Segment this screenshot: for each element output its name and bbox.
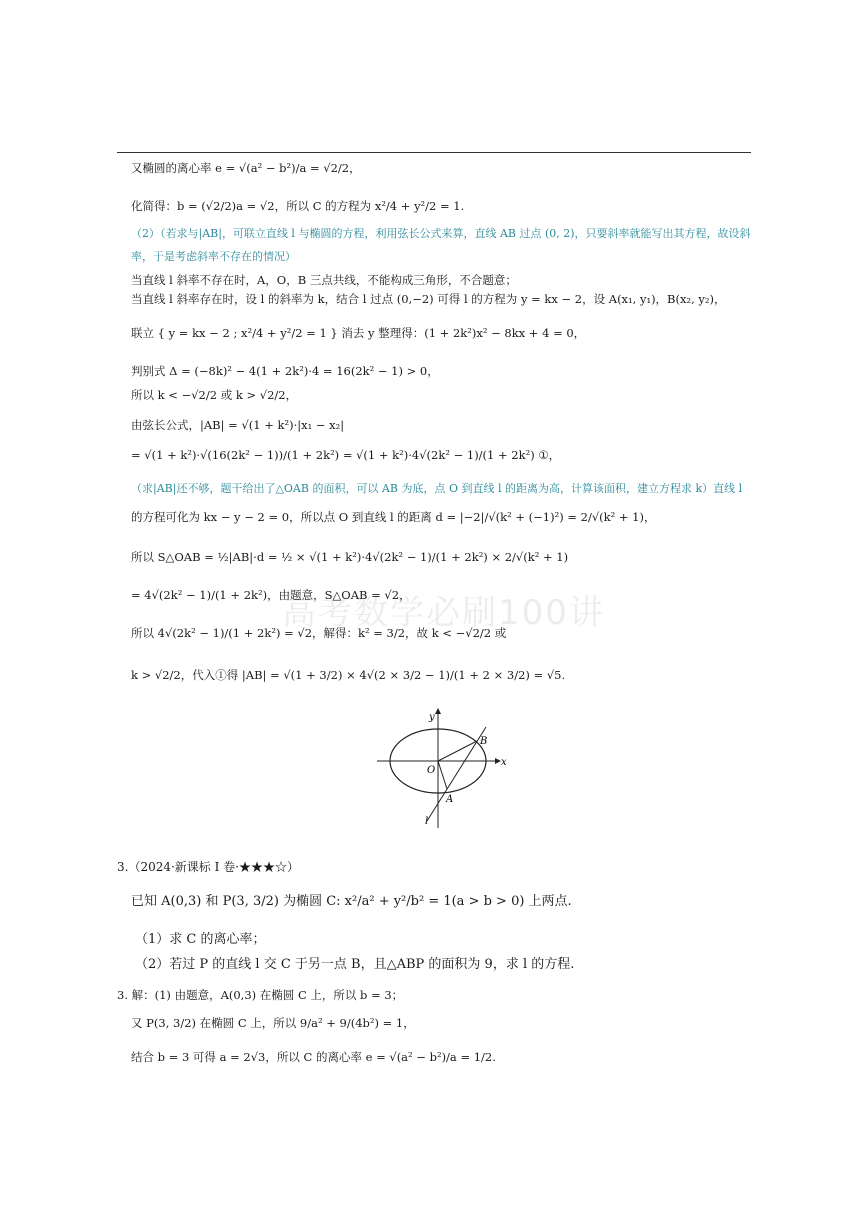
solution-line: 联立 { y = kx − 2 ; x²/4 + y²/2 = 1 } 消去 y 整理得：(1 + 2k²)x² − 8kx + 4 = 0， bbox=[131, 326, 586, 340]
solution-note: 率，于是考虑斜率不存在的情况） bbox=[131, 250, 296, 263]
solution-line: k > √2/2，代入①得 |AB| = √(1 + 3/2) × 4√(2 × 3/2 − 1)/(1 + 2 × 3/2) = √5. bbox=[131, 668, 566, 682]
solution-line: 当直线 l 斜率存在时，设 l 的斜率为 k，结合 l 过点 (0,−2) 可得 l 的方程为 y = kx − 2，设 A(x₁, y₁)，B(x₂, y₂)， bbox=[131, 292, 726, 306]
y-label: y bbox=[429, 712, 435, 723]
problem-question-2: （2）若过 P 的直线 l 交 C 于另一点 B，且△ABP 的面积为 9，求 l 的方程. bbox=[135, 957, 575, 972]
solution-line: 由弦长公式，|AB| = √(1 + k²)·|x₁ − x₂| bbox=[131, 418, 345, 432]
solution-line: 又椭圆的离心率 e = √(a² − b²)/a = √2/2， bbox=[131, 161, 361, 175]
solution-line: 判别式 Δ = (−8k)² − 4(1 + 2k²)·4 = 16(2k² − 1) > 0， bbox=[131, 364, 439, 378]
line-l-label: l bbox=[425, 816, 429, 827]
solution-line: = 4√(2k² − 1)/(1 + 2k²)，由题意，S△OAB = √2， bbox=[131, 588, 411, 602]
x-label: x bbox=[501, 757, 507, 768]
solution-note: （2）（若求与|AB|，可联立直线 l 与椭圆的方程，利用弦长公式来算，直线 AB 过点 (0, 2)，只要斜率就能写出其方程，故设斜 bbox=[131, 227, 751, 240]
solution-line: 所以 4√(2k² − 1)/(1 + 2k²) = √2，解得：k² = 3/2，故 k < −√2/2 或 bbox=[131, 626, 507, 640]
point-b-label: B bbox=[480, 736, 488, 747]
solution-line: 当直线 l 斜率不存在时，A，O，B 三点共线，不能构成三角形，不合题意； bbox=[131, 273, 517, 287]
solution3-line: 结合 b = 3 可得 a = 2√3，所以 C 的离心率 e = √(a² − b²)/a = 1/2. bbox=[131, 1050, 496, 1064]
problem-question-1: （1）求 C 的离心率； bbox=[135, 932, 266, 947]
ellipse-figure bbox=[372, 703, 512, 833]
solution-line: 所以 k < −√2/2 或 k > √2/2， bbox=[131, 388, 298, 402]
solution-line: = √(1 + k²)·√(16(2k² − 1))/(1 + 2k²) = √(1 + k²)·4√(2k² − 1)/(1 + 2k²) ①， bbox=[131, 448, 561, 462]
line-l bbox=[427, 727, 486, 821]
solution3-line: 又 P(3, 3/2) 在椭圆 C 上，所以 9/a² + 9/(4b²) = 1， bbox=[131, 1016, 415, 1030]
problem-header: 3.（2024·新课标 I 卷·★★★☆） bbox=[117, 860, 299, 874]
origin-label: O bbox=[427, 765, 436, 776]
segment-oa bbox=[438, 761, 447, 789]
solution-line: 化简得：b = (√2/2)a = √2，所以 C 的方程为 x²/4 + y²/2 = 1. bbox=[131, 199, 465, 213]
solution-line: 所以 S△OAB = ½|AB|·d = ½ × √(1 + k²)·4√(2k² − 1)/(1 + 2k²) × 2/√(k² + 1) bbox=[131, 550, 569, 564]
point-a-label: A bbox=[446, 794, 454, 805]
watermark: 高考数学必刷100讲 bbox=[282, 593, 605, 633]
solution-note: （求|AB|还不够，题干给出了△OAB 的面积，可以 AB 为底，点 O 到直线 l 的距离为高，计算该面积，建立方程求 k）直线 l bbox=[131, 482, 743, 495]
header-rule bbox=[117, 152, 751, 153]
solution3-line: 3. 解：(1) 由题意，A(0,3) 在椭圆 C 上，所以 b = 3； bbox=[117, 988, 404, 1002]
solution-line: 的方程可化为 kx − y − 2 = 0，所以点 O 到直线 l 的距离 d = |−2|/√(k² + (−1)²) = 2/√(k² + 1)， bbox=[131, 510, 656, 524]
problem-stem: 已知 A(0,3) 和 P(3, 3/2) 为椭圆 C: x²/a² + y²/b² = 1(a > b > 0) 上两点. bbox=[131, 894, 572, 909]
